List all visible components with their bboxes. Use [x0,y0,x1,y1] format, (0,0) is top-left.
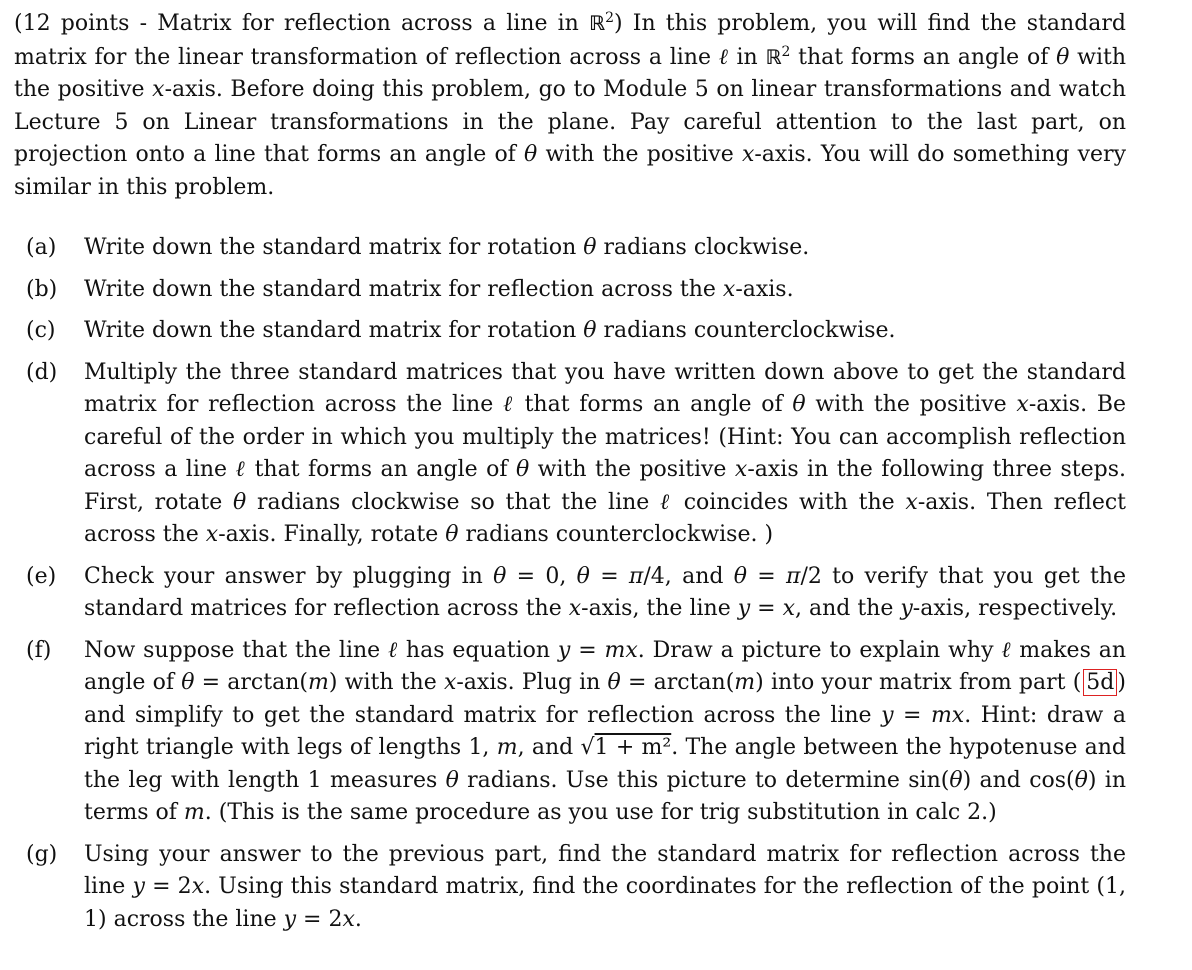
math-var: θ [233,489,247,515]
math-var: θ [1056,44,1070,70]
math-var: x [734,457,748,482]
part-g [14,839,1126,937]
math-var: ℓ [502,392,515,417]
math-var: θ [181,670,195,695]
math-var: x [741,142,755,167]
math-var: mx [604,637,638,663]
superscript: 2 [781,43,791,60]
math-var: θ [949,767,963,793]
math-var: ℓ [1001,637,1012,663]
math-var: θ [583,235,597,260]
part-text: Now suppose that the line ℓ has equation y = mx. Draw a picture to explain why ℓ makes an angle of θ = arctan(m) with the x-axis. Plug in θ = arctan(m) into your matrix from part ( 5d ) and simplify to get the standard matrix for reflection across the line y = mx. Hint: draw a right triangle with legs of lengths 1, m, and √1 + m². The angle between the hypotenuse and the leg with length 1 measures θ radians. Use this picture to determine sin(θ) and cos(θ) in terms of m. (This is the same procedure as you use for trig substitution in calc 2.) [84,637,1127,825]
math-var: m [734,670,756,695]
math-var: θ [445,522,459,547]
part-label: (d) [26,359,58,385]
superscript: 2 [605,10,614,26]
sqrt-radicand: 1 + m² [594,735,672,760]
part-label: (b) [26,276,58,302]
part-label: (c) [26,318,56,343]
math-var: θ [493,563,507,589]
math-var: y [881,702,894,728]
part-text: Write down the standard matrix for rotation θ radians counterclockwise. [84,318,896,343]
math-var: mx [930,702,965,728]
math-var: ℓ [235,457,247,482]
part-d [14,357,1126,552]
math-var: y [737,596,751,621]
math-var: ℓ [660,489,673,515]
part-text: Write down the standard matrix for rotation θ radians clockwise. [84,235,810,260]
math-var: x [1016,392,1029,417]
math-var: x [782,596,795,621]
part-e [14,561,1126,626]
problem-parts-list [14,232,1126,936]
math-var: x [205,522,219,547]
part-text: Write down the standard matrix for reflection across the x-axis. [84,276,794,302]
math-var: m [496,735,518,760]
math-var: θ [607,670,621,695]
math-var: θ [515,457,530,482]
math-var: θ [445,767,459,793]
math-var: m [183,800,205,825]
math-var: π [628,563,644,589]
real-numbers-symbol: ℝ [765,44,782,69]
problem-intro: (12 points - Matrix for reflection across a line in ℝ$^2$) In this problem, you will find the standard matrix for the linear transformation of reflection across a line ℓ in ℝ$^2$ that forms an angle of θ with the positive x-axis. Before doing this problem, go to Module 5 on linear transformations and watch Lecture 5 on Linear transformations in the plane. Pay careful attention to the last part, on projection onto a line that forms an angle of θ with the positive x-axis. You will do something very similar in this problem. [14,10,1127,200]
part-f [14,635,1126,830]
real-numbers-symbol: ℝ [589,11,606,35]
math-var: θ [792,392,806,417]
math-var: y [900,596,913,621]
math-var: θ [583,318,597,343]
part-c [14,315,1126,348]
math-var: x [152,77,165,102]
math-var: x [568,596,582,621]
part-text: Using your answer to the previous part, find the standard matrix for reflection across the line y = 2x. Using this standard matrix, find the coordinates for the reflection of the point (1, 1) across the line y = 2x. [84,841,1126,932]
part-label: (g) [26,841,58,867]
math-var: θ [733,563,747,589]
math-var: x [443,670,457,695]
part-label: (e) [26,563,57,589]
math-var: m [307,670,329,695]
math-var: π [785,563,801,589]
part-text: Multiply the three standard matrices that you have written down above to get the standard matrix for reflection across the line ℓ that forms an angle of θ with the positive x-axis. Be careful of the order in which you multiply the matrices! (Hint: You can accomplish reflection across a line ℓ that forms an angle of θ with the positive x-axis in the following three steps. First, rotate θ radians clockwise so that the line ℓ coincides with the x-axis. Then reflect across the x-axis. Finally, rotate θ radians counterclockwise. ) [84,359,1127,547]
part-label: (f) [26,637,52,663]
part-label: (a) [26,235,57,260]
math-var: x [191,874,205,899]
math-var: y [557,637,571,663]
math-var: ℓ [388,637,399,663]
math-var: x [722,276,736,302]
math-var: ℓ [718,44,729,70]
math-var: y [132,874,145,899]
part-b [14,274,1126,307]
math-var: y [283,906,297,932]
math-var: θ [1074,767,1088,793]
part-a [14,232,1126,265]
math-var: θ [524,142,538,167]
math-var: x [342,906,355,932]
math-var: x [905,489,918,515]
part-text: Check your answer by plugging in θ = 0, θ = π/4, and θ = π/2 to verify that you get the standard matrices for reflection across the x-axis, the line y = x, and the y-axis, respectively. [84,563,1126,621]
math-var: θ [576,563,590,589]
problem-document [14,7,1126,945]
part-5d-link[interactable]: 5d [1083,669,1117,696]
